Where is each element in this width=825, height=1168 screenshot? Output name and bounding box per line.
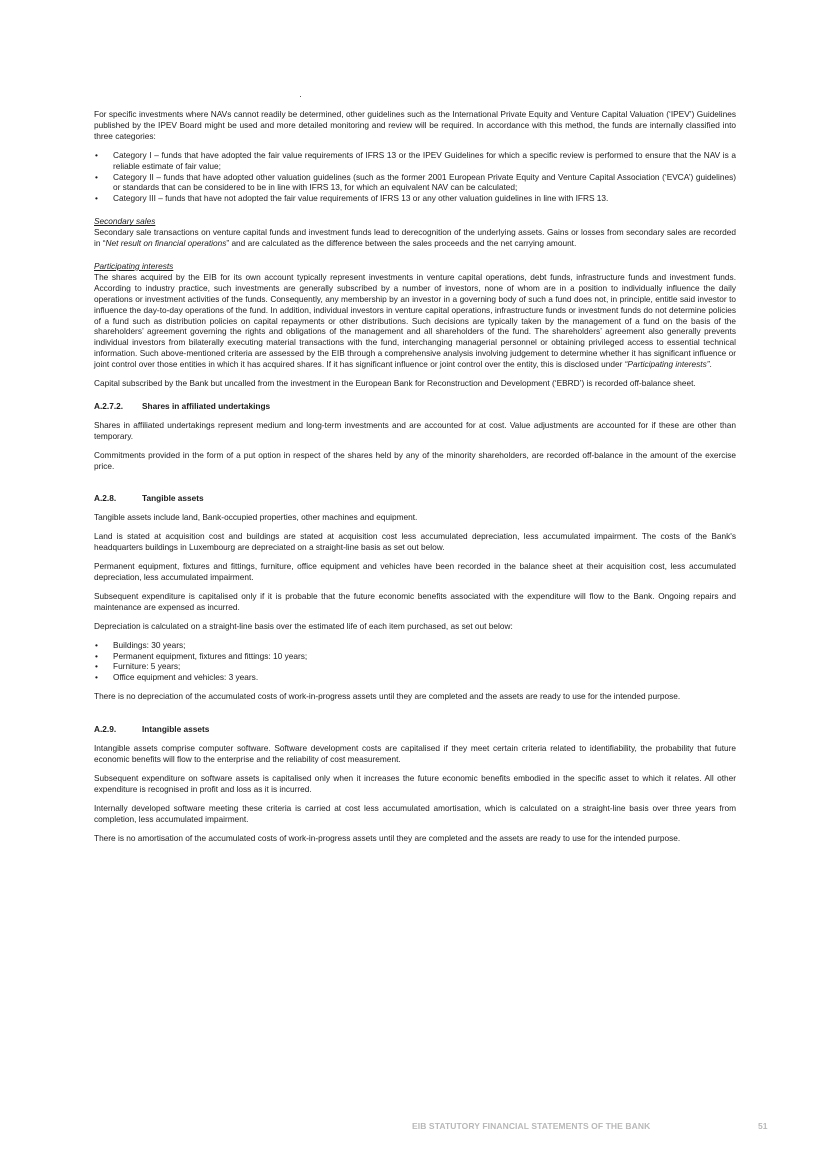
- section-heading-a29: [94, 724, 736, 735]
- text-run: The shares acquired by the EIB for its own account typically represent investments in venture capital operations, debt funds, infrastructure funds and investment funds. According to industry practice, such investments are generally subscribed by a number of investors, none of whom are in a position to individually influence the daily operations or investment activities of the funds. Consequently, any membership by an investor in a governing body of such a fund does not, in principle, entitle said investor to influence the day-to-day operations of the fund. In addition, individual investors in venture capital operations, infrastructure funds or investment funds do not determine policies of a fund such as distribution policies on capital repayments or other distributions. Such decisions are typically taken by the management of a fund on the basis of the shareholders’ agreement governing the rights and obligations of the management and all shareholders of the fund. The shareholders’ agreement also generally prevents individual investors from bilaterally executing material transactions with the fund, interchanging managerial personnel or obtaining privileged access to essential technical information. Such above-mentioned criteria are assessed by the EIB through a comprehensive analysis involving judgement to determine whether it has significant influence or joint control over those entities in which it has acquired shares. If it has significant influence or joint control over the entity, this is disclosed under: [94, 271, 736, 370]
- paragraph: There is no depreciation of the accumulated costs of work-in-progress assets until they are completed and the assets are ready to use for the intended purpose.: [94, 691, 681, 702]
- list-item: • Permanent equipment, fixtures and fittings: 10 years;: [113, 651, 736, 662]
- paragraph: Land is stated at acquisition cost and buildings are stated at acquisition cost less accumulated depreciation, less accumulated impairment. The costs of the Bank's headquarters buildings in Luxembourg are depreciated on a straight-line basis as set out below.: [94, 531, 736, 553]
- footer-title: EIB STATUTORY FINANCIAL STATEMENTS OF THE BANK: [412, 1121, 651, 1131]
- paragraph: Subsequent expenditure is capitalised only if it is probable that the future economic benefits associated with the expenditure will flow to the Bank. Ongoing repairs and maintenance are expensed as incurred.: [94, 590, 736, 612]
- paragraph: Subsequent expenditure on software assets is capitalised only when it increases the future economic benefits embodied in the specific asset to which it relates. All other expenditure is recognised in profit and loss as it is incurred.: [94, 772, 736, 794]
- depreciation-list: [94, 640, 736, 684]
- list-item: • Category I – funds that have adopted the fair value requirements of IFRS 13 or the IPEV Guidelines for which a specific review is performed to ensure that the NAV is a reliable estimate of fair value;: [113, 150, 736, 172]
- section-title: Intangible assets: [142, 724, 210, 735]
- participating-interests-paragraph: [94, 272, 736, 370]
- section-number: A.2.9.: [94, 724, 117, 735]
- list-item: • Furniture: 5 years;: [113, 661, 736, 672]
- paragraph: Internally developed software meeting these criteria is carried at cost less accumulated amortisation, which is calculated on a straight-line basis over three years from completion, less accumulated impairment.: [94, 802, 736, 824]
- emphasis-text: Net result on financial operations: [105, 238, 227, 249]
- section-title: Tangible assets: [142, 493, 204, 504]
- secondary-sales-heading: Secondary sales: [94, 216, 156, 227]
- category-list: [94, 150, 736, 205]
- paragraph: Shares in affiliated undertakings represent medium and long-term investments and are accounted for at cost. Value adjustments are accounted for if these are other than temporary.: [94, 419, 736, 441]
- paragraph: Permanent equipment, fixtures and fittings, furniture, office equipment and vehicles have been recorded in the balance sheet at their acquisition cost, less accumulated depreciation, less accumulated impairment.: [94, 561, 736, 582]
- page-speck: [300, 96, 301, 97]
- paragraph: Intangible assets comprise computer software. Software development costs are capitalised if they meet certain criteria related to identifiability, the probability that future economic benefits will flow to the enterprise and the reliability of cost measurement.: [94, 743, 736, 764]
- list-item: • Buildings: 30 years;: [113, 640, 736, 651]
- ebrd-paragraph: Capital subscribed by the Bank but uncalled from the investment in the European Bank for Reconstruction and Development (‘EBRD’) is recorded off-balance sheet.: [94, 378, 696, 389]
- list-item: • Office equipment and vehicles: 3 years.: [113, 672, 736, 683]
- section-title: Shares in affiliated undertakings: [142, 400, 271, 411]
- paragraph: Commitments provided in the form of a put option in respect of the shares held by any of the minority shareholders, are recorded off-balance in the amount of the exercise price.: [94, 449, 736, 471]
- participating-interests-heading: Participating interests: [94, 260, 174, 271]
- list-item: • Category III – funds that have not adopted the fair value requirements of IFRS 13 or any other valuation guidelines in line with IFRS 13.: [113, 193, 736, 204]
- section-heading-a28: [94, 493, 736, 504]
- list-item: • Category II – funds that have adopted other valuation guidelines (such as the former 2001 European Private Equity and Venture Capital Association (‘EVCA’) guidelines) or standards that can be considered to be in line with IFRS 13, for which an equivalent NAV can be calculated;: [113, 172, 736, 194]
- secondary-sales-paragraph: [94, 227, 736, 249]
- text-run: Secondary sale transactions on venture capital funds and investment funds lead to derecognition of the underlying assets. Gains or losses from secondary sales are recorded in “: [94, 227, 736, 249]
- paragraph: Tangible assets include land, Bank-occupied properties, other machines and equipment.: [94, 512, 418, 523]
- emphasis-text: “Participating interests”: [624, 359, 710, 370]
- section-heading-a272: [94, 401, 736, 412]
- paragraph: Depreciation is calculated on a straight-line basis over the estimated life of each item purchased, as set out below:: [94, 620, 513, 631]
- intro-paragraph: For specific investments where NAVs cannot readily be determined, other guidelines such as the International Private Equity and Venture Capital Valuation (‘IPEV’) Guidelines published by the IPEV Board might be used and more detailed monitoring and review will be required. In accordance with this method, the funds are internally classified into three categories:: [94, 109, 736, 141]
- section-number: A.2.7.2.: [94, 400, 124, 411]
- page-number: 51: [758, 1121, 768, 1131]
- section-number: A.2.8.: [94, 493, 117, 504]
- text-run: ” and are calculated as the difference between the sales proceeds and the net carrying amount.: [226, 238, 577, 249]
- paragraph: There is no amortisation of the accumulated costs of work-in-progress assets until they are completed and the assets are ready to use for the intended purpose.: [94, 832, 681, 843]
- document-body: [94, 109, 736, 851]
- text-run: .: [709, 359, 712, 370]
